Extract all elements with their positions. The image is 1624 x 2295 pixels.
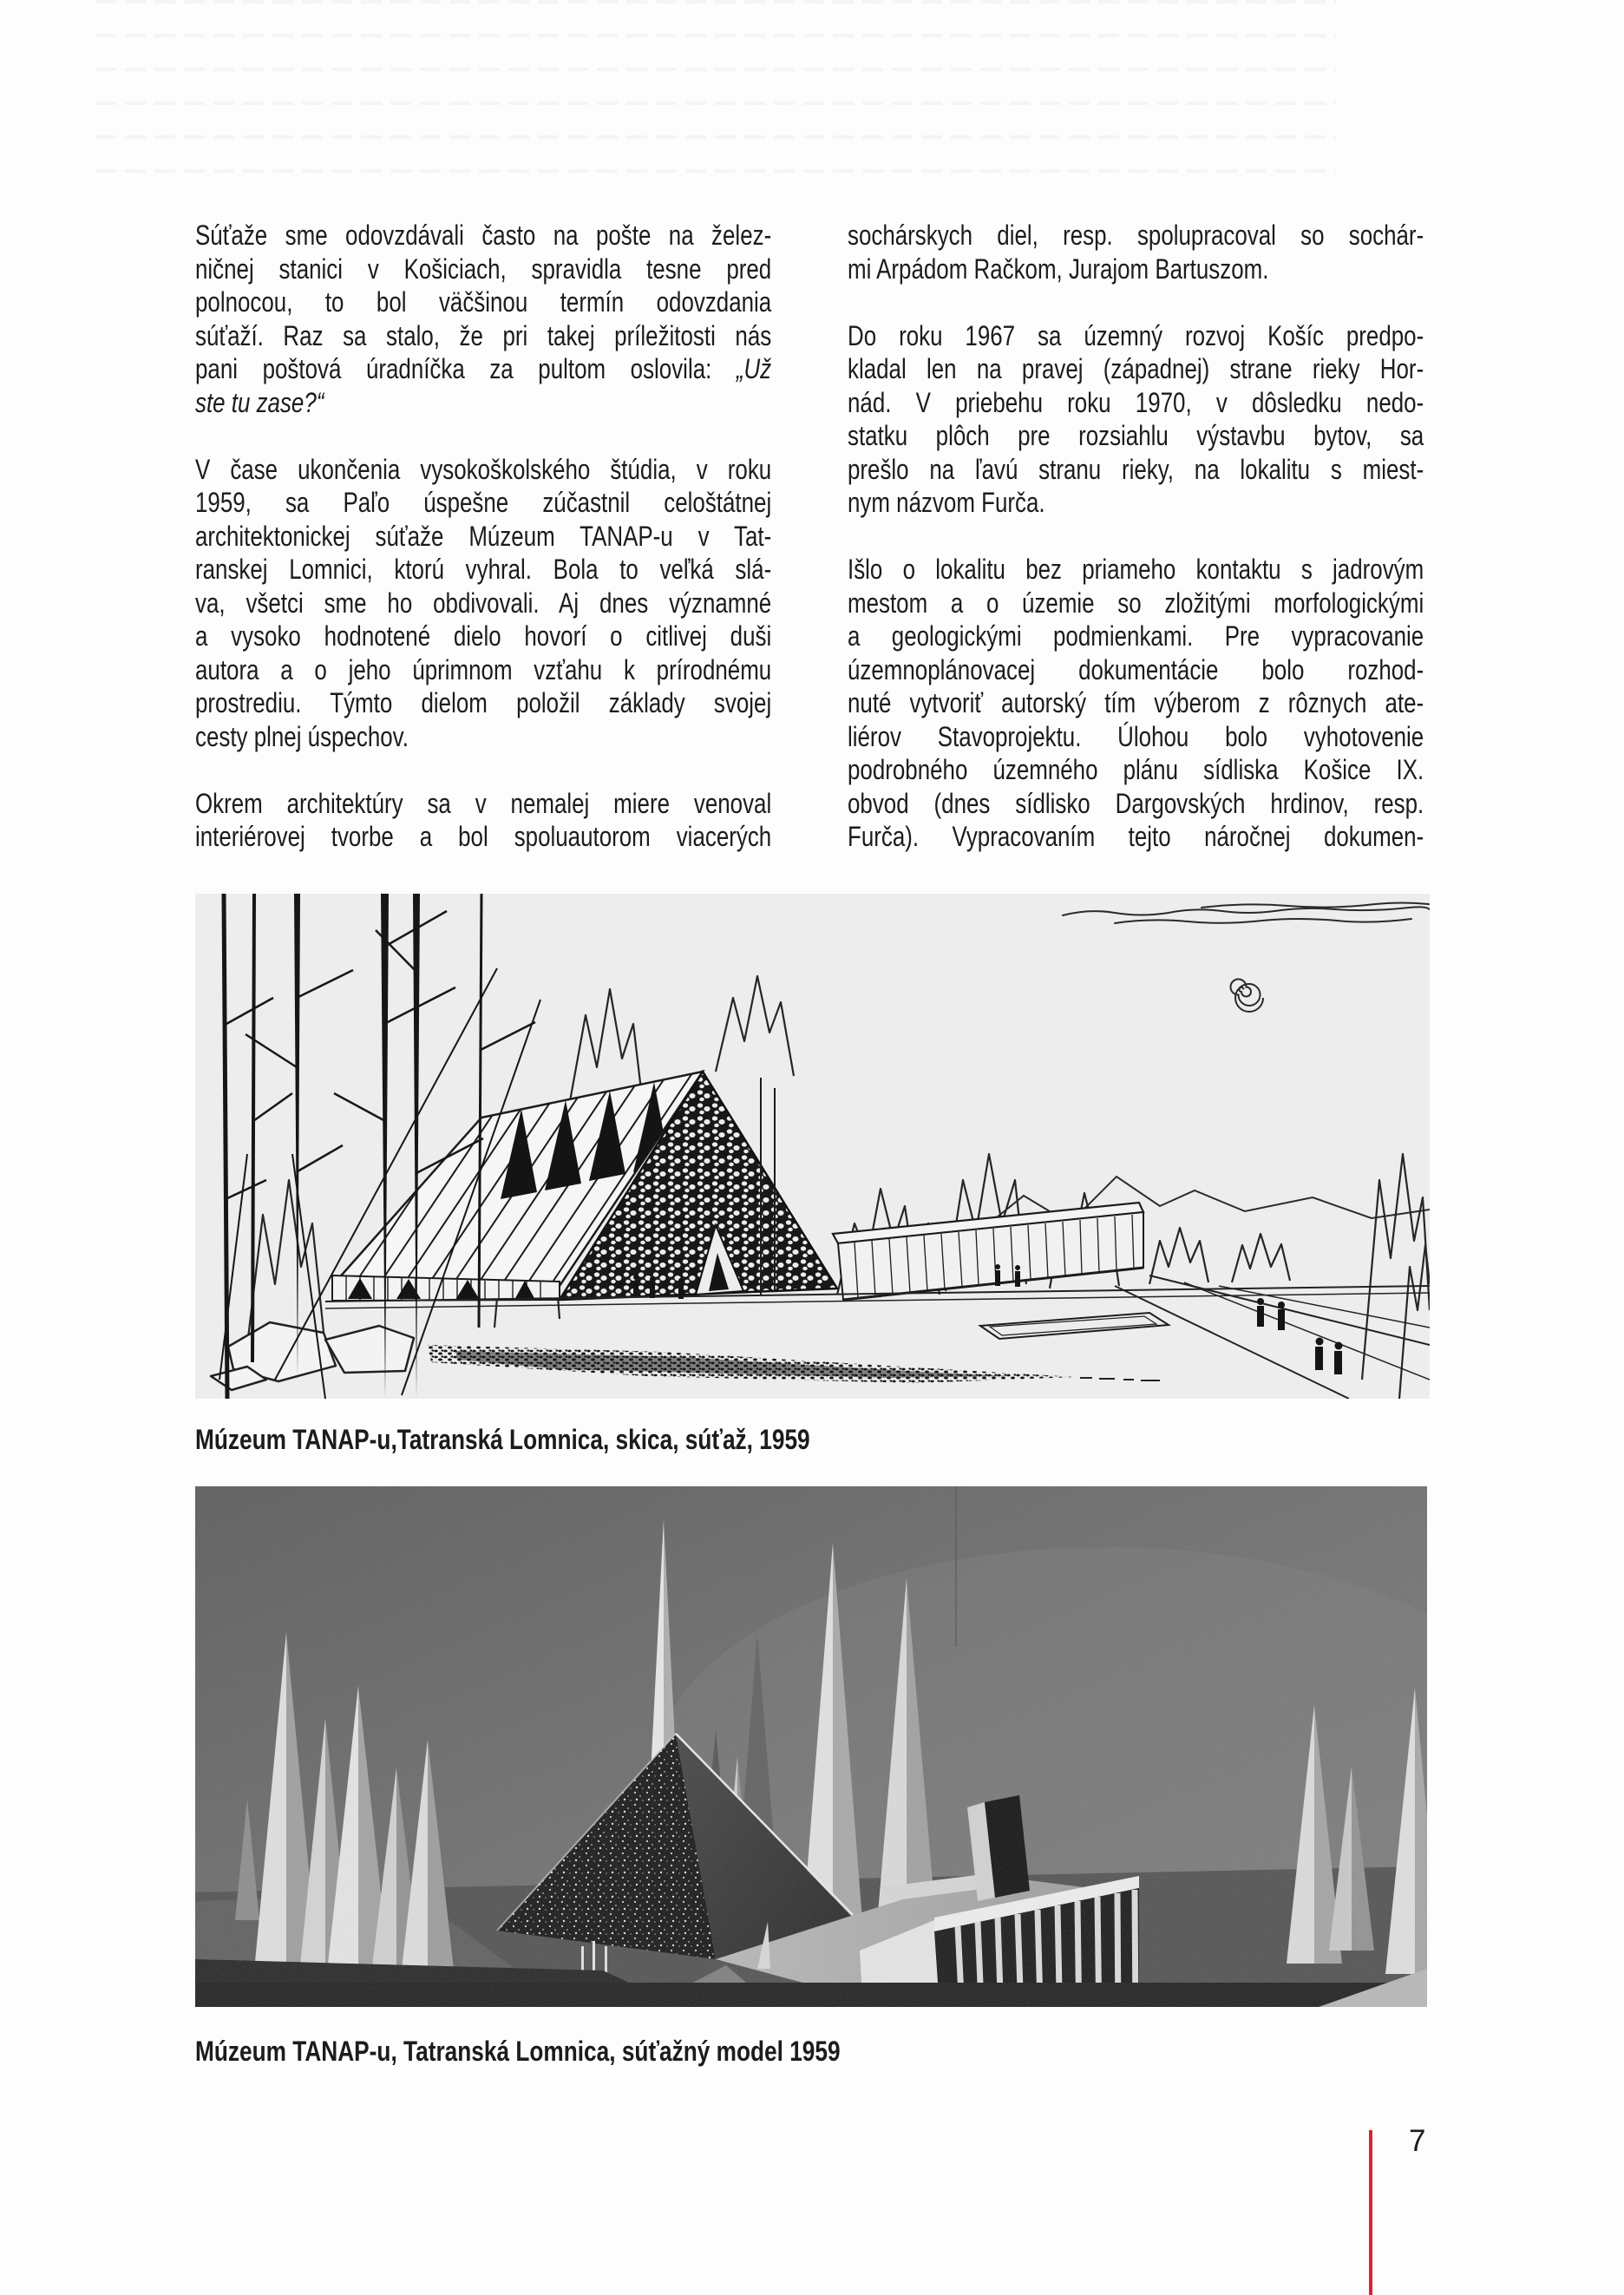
bleed-through-texture — [95, 0, 1336, 187]
footer-accent-rule — [1369, 2130, 1372, 2295]
text-line: interiérovej tvorbe a bol spoluautorom viacerých — [195, 821, 772, 852]
sketch-drawing — [195, 894, 1430, 1399]
text-line: statku plôch pre rozsiahlu výstavbu bytov, sa — [848, 420, 1424, 451]
text-line: ranskej Lomnici, ktorú vyhral. Bola to veľká slá- — [195, 554, 772, 585]
text-line: pani poštová úradníčka za pultom oslovila: „Už — [195, 353, 772, 384]
text-line: mestom a o územie so zložitými morfologickými — [848, 587, 1424, 619]
text-line: polnocou, to bol väčšinou termín odovzdania — [195, 286, 772, 318]
text-line: kladal len na pravej (západnej) strane rieky Hor- — [848, 353, 1424, 384]
model-photo-figure — [195, 1486, 1427, 2007]
paragraph — [848, 553, 1424, 854]
text-line: nád. V priebehu roku 1970, v dôsledku nedo- — [848, 386, 1424, 418]
text-line: cesty plnej úspechov. — [195, 720, 409, 752]
text-line: liérov Stavoprojektu. Úlohou bolo vyhotovenie — [848, 720, 1424, 752]
sketch-figure — [195, 894, 1430, 1399]
column-left — [195, 219, 771, 887]
text-line: nym názvom Furča. — [848, 487, 1045, 518]
text-line: podrobného územného plánu sídliska Košice IX. — [848, 754, 1424, 785]
text-line: nuté vytvoriť autorský tím výberom z rôznych ate- — [848, 687, 1424, 718]
text-line: Súťaže sme odovzdávali často na pošte na želez- — [195, 220, 772, 251]
text-line: autora a o jeho úprimnom vzťahu k prírodnému — [195, 653, 772, 685]
text-line: súťaží. Raz sa stalo, že pri takej príležitosti nás — [195, 319, 772, 351]
text-line: mi Arpádom Račkom, Jurajom Bartuszom. — [848, 252, 1269, 285]
text-line: ste tu zase?“ — [195, 386, 324, 418]
page-number: 7 — [1409, 2124, 1426, 2158]
paragraph — [195, 787, 771, 854]
text-line: prostrediu. Týmto dielom položil základy svojej — [195, 687, 772, 718]
text-line: Do roku 1967 sa územný rozvoj Košíc predpo- — [848, 319, 1424, 351]
film-grain — [195, 1486, 1427, 2007]
model-caption: Múzeum TANAP-u, Tatranská Lomnica, súťažný model 1959 — [195, 2036, 841, 2067]
text-line: sochárskych diel, resp. spolupracoval so sochár- — [848, 220, 1424, 251]
paragraph — [848, 319, 1424, 520]
text-line: územnoplánovacej dokumentácie bolo rozhod- — [848, 653, 1424, 685]
text-line: V čase ukončenia vysokoškolského štúdia, v roku — [195, 453, 772, 485]
text-line: a geologickými podmienkami. Pre vypracovanie — [848, 620, 1424, 652]
paragraph — [848, 219, 1424, 285]
column-right — [848, 219, 1424, 887]
text-line: obvod (dnes sídlisko Dargovských hrdinov, resp. — [848, 787, 1424, 819]
text-line: Furča). Vypracovaním tejto náročnej dokumen- — [848, 821, 1424, 852]
paragraph — [195, 219, 771, 419]
paragraph — [195, 453, 771, 754]
text-line: a vysoko hodnotené dielo hovorí o citlivej duši — [195, 620, 772, 652]
text-line: ničnej stanici v Košiciach, spravidla tesne pred — [195, 252, 772, 285]
sketch-caption: Múzeum TANAP-u,Tatranská Lomnica, skica, súťaž, 1959 — [195, 1424, 810, 1455]
text-line: Išlo o lokalitu bez priameho kontaktu s jadrovým — [848, 554, 1424, 585]
text-line: prešlo na ľavú stranu rieky, na lokalitu s miest- — [848, 453, 1424, 485]
text-line: architektonickej súťaže Múzeum TANAP-u v Tat- — [195, 520, 772, 552]
text-line: va, všetci sme ho obdivovali. Aj dnes významné — [195, 587, 772, 619]
text-line: 1959, sa Paľo úspešne zúčastnil celoštátnej — [195, 487, 772, 518]
model-photo — [195, 1486, 1427, 2007]
text-line: Okrem architektúry sa v nemalej miere venoval — [195, 787, 772, 819]
